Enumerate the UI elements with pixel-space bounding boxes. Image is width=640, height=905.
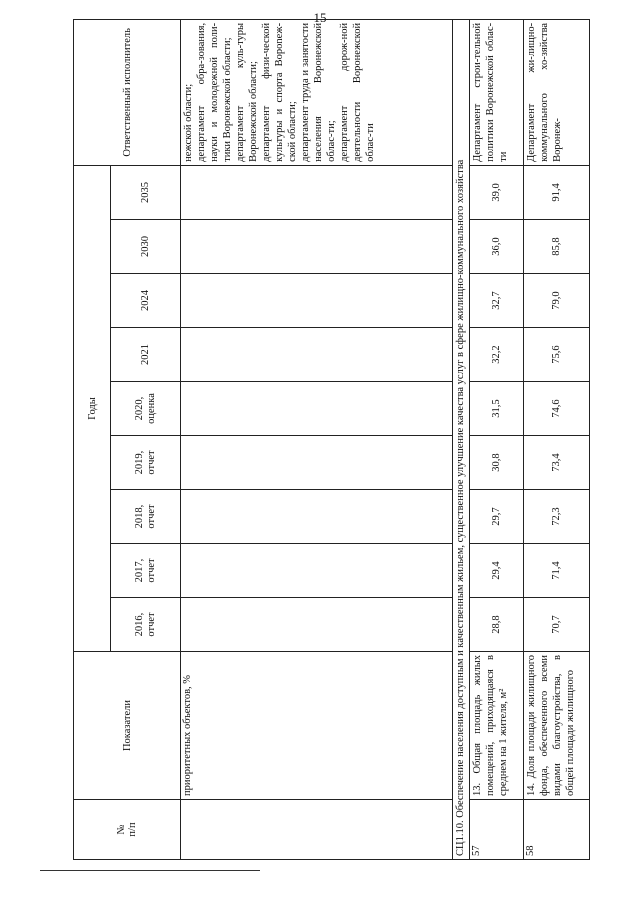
- year-header: 2024: [111, 274, 181, 328]
- row-value: 32,7: [470, 274, 524, 328]
- row-value: 73,4: [524, 436, 590, 490]
- year-header: 2018, отчет: [111, 490, 181, 544]
- row-value: 30,8: [470, 436, 524, 490]
- row-value: 39,0: [470, 165, 524, 219]
- row-num: 57: [470, 800, 524, 860]
- year-header: 2016, отчет: [111, 598, 181, 652]
- row-value: 79,0: [524, 274, 590, 328]
- row-value: 74,6: [524, 382, 590, 436]
- row-value: 85,8: [524, 220, 590, 274]
- row-value: 29,4: [470, 544, 524, 598]
- row-value: 31,5: [470, 382, 524, 436]
- rotated-table-container: [73, 20, 577, 860]
- year-header: 2021: [111, 328, 181, 382]
- year-header: 2017, отчет: [111, 544, 181, 598]
- row-value: 75,6: [524, 328, 590, 382]
- row-responsible: нежской области; департамент обра-зования, науки и молодежной поли-тики Воронежской области; департамент куль-туры Воронежской области; департамент физи-ческой культуры и спорта Ворonеж-ской области; департамент труда и занятости населения Воронежской облас-ти; департамент дорож-ной деятельности Воронежской облас-ти: [181, 19, 453, 165]
- row-indicator: приоритетных объектов, %: [181, 652, 453, 800]
- section-title-row: [453, 19, 470, 859]
- header-years: Годы: [74, 165, 111, 651]
- year-header: 2020, оценка: [111, 382, 181, 436]
- page-number: 15: [313, 10, 327, 25]
- header-num: № п/п: [74, 800, 181, 860]
- header-responsible: Ответственный исполнитель: [74, 19, 181, 165]
- section-title: СЦ1.10. Обеспечение населения доступным и качественным жильем, существенное улучшение качества услуг в сфере жилищно-коммунального хозяйства: [453, 19, 470, 859]
- year-header: 2030: [111, 220, 181, 274]
- row-value: 36,0: [470, 220, 524, 274]
- table-row-57: [470, 19, 524, 859]
- table-row-continuation: [181, 19, 453, 859]
- row-indicator: 13. Общая площадь жилых помещений, приходящаяся в среднем на 1 жителя, м²: [470, 652, 524, 800]
- year-header: 2035: [111, 165, 181, 219]
- row-indicator: 14. Доля площади жилищного фонда, обеспеченного всеми видами благоустройства, в общей площади жилищного: [524, 652, 590, 800]
- row-value: 71,4: [524, 544, 590, 598]
- row-value: 29,7: [470, 490, 524, 544]
- row-num: [181, 800, 453, 860]
- row-value: 91,4: [524, 165, 590, 219]
- row-value: 32,2: [470, 328, 524, 382]
- row-responsible: Департамент строи-тельной политики Воронежской облас-ти: [470, 19, 524, 165]
- indicators-table: [73, 19, 590, 860]
- row-value: 28,8: [470, 598, 524, 652]
- header-indicators: Показатели: [74, 652, 181, 800]
- row-num: 58: [524, 800, 590, 860]
- year-header: 2019, отчет: [111, 436, 181, 490]
- footnote-divider: [40, 870, 260, 871]
- row-responsible: Департамент жи-лищно-коммунального хо-зяйства Воронеж-: [524, 19, 590, 165]
- row-value: 70,7: [524, 598, 590, 652]
- table-row-58: [524, 19, 590, 859]
- row-value: 72,3: [524, 490, 590, 544]
